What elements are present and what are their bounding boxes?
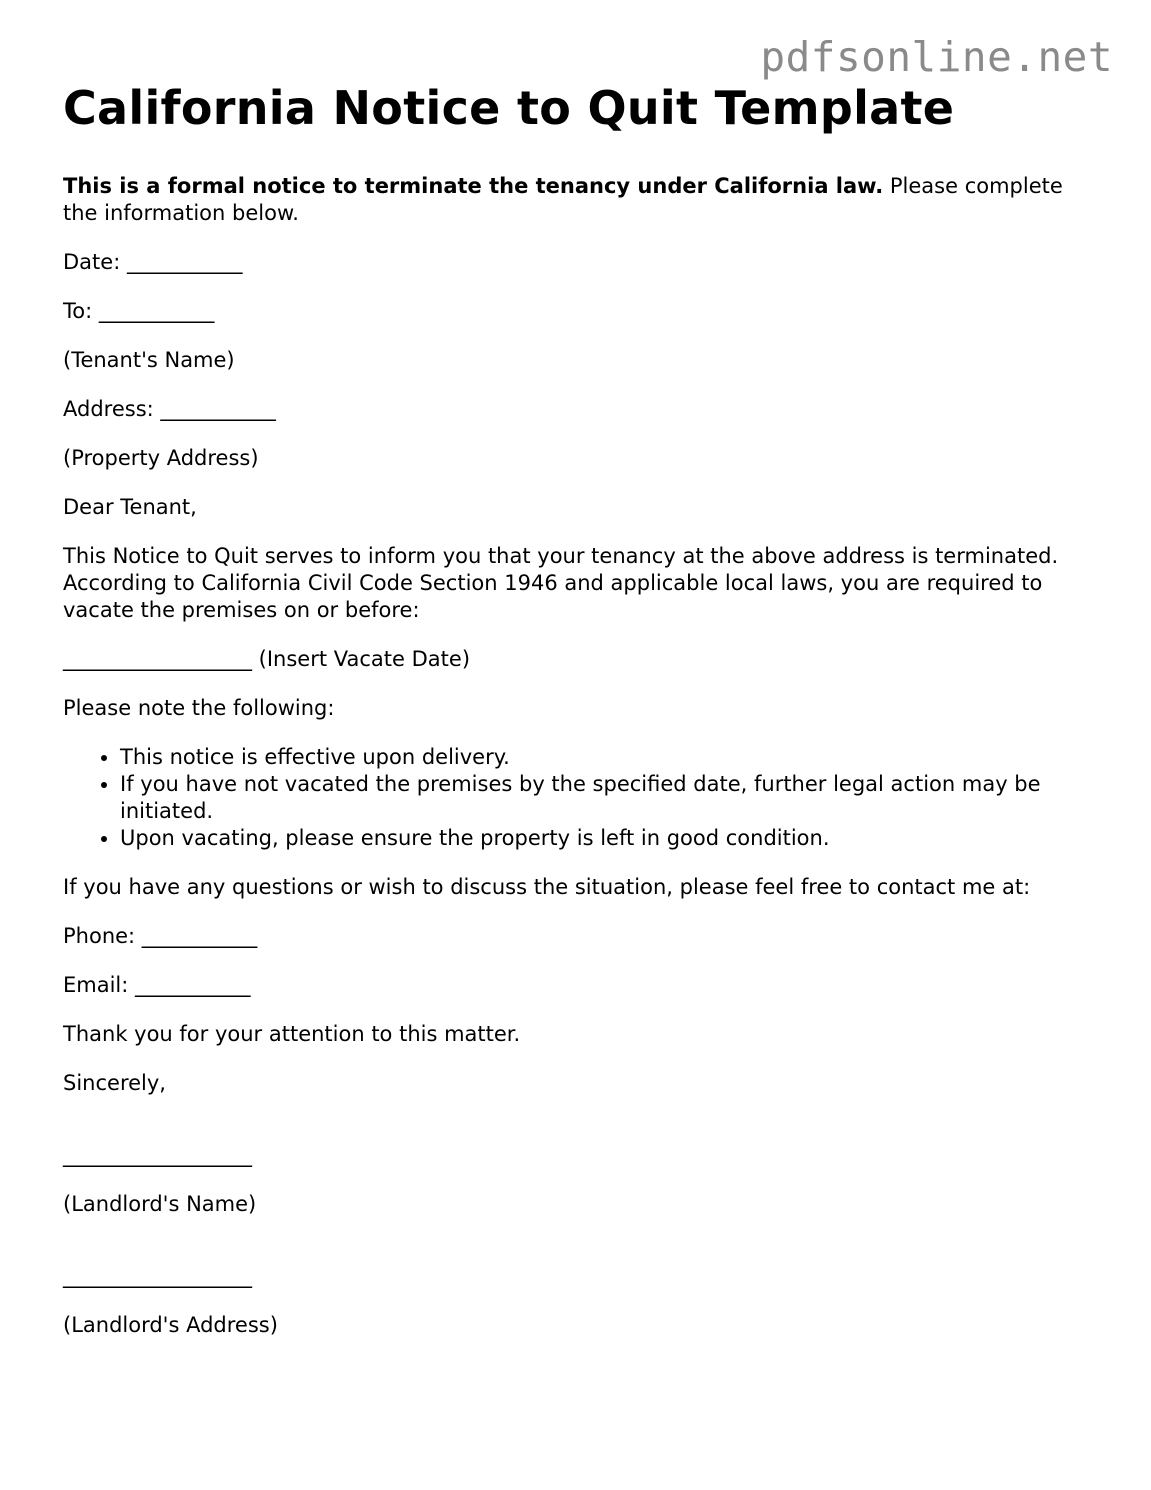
list-item: • If you have not vacated the premises by the specified date, further legal action may be initiated. xyxy=(120,771,1093,825)
date-field: Date: ___________ xyxy=(63,250,243,274)
tenant-name-hint: (Tenant's Name) xyxy=(63,348,235,372)
email-field: Email: ___________ xyxy=(63,973,251,997)
body-paragraph: This Notice to Quit serves to inform you that your tenancy at the above address is terminated. According to California Civil Code Section 1946 and applicable local laws, you are required to vacate the premises on or before: xyxy=(63,544,1059,622)
to-field: To: ___________ xyxy=(63,299,215,323)
closing-text: Sincerely, xyxy=(63,1071,166,1095)
contact-paragraph: If you have any questions or wish to discuss the situation, please feel free to contact me at: xyxy=(63,875,1031,899)
landlord-address-line: __________________ xyxy=(63,1264,252,1288)
landlord-name-line: __________________ xyxy=(63,1143,252,1167)
property-address-hint: (Property Address) xyxy=(63,446,259,470)
salutation: Dear Tenant, xyxy=(63,495,197,519)
thanks-text: Thank you for your attention to this matter. xyxy=(63,1022,521,1046)
list-item: • This notice is effective upon delivery. xyxy=(120,744,1093,771)
notes-heading: Please note the following: xyxy=(63,696,335,720)
notes-list xyxy=(63,744,1093,852)
document-page xyxy=(63,80,1093,1361)
page-title: California Notice to Quit Template xyxy=(63,81,955,135)
intro-bold-text: This is a formal notice to terminate the tenancy under California law. xyxy=(63,174,884,198)
phone-field: Phone: ___________ xyxy=(63,924,258,948)
landlord-address-hint: (Landlord's Address) xyxy=(63,1313,278,1337)
landlord-name-hint: (Landlord's Name) xyxy=(63,1192,257,1216)
address-field: Address: ___________ xyxy=(63,397,276,421)
intro-paragraph xyxy=(63,173,1093,227)
list-item: • Upon vacating, please ensure the property is left in good condition. xyxy=(120,825,1093,852)
watermark: pdfsonline.net xyxy=(760,33,1113,81)
intro-rest-text: Please complete the information below. xyxy=(63,174,1063,225)
vacate-date-field: __________________ (Insert Vacate Date) xyxy=(63,647,471,671)
